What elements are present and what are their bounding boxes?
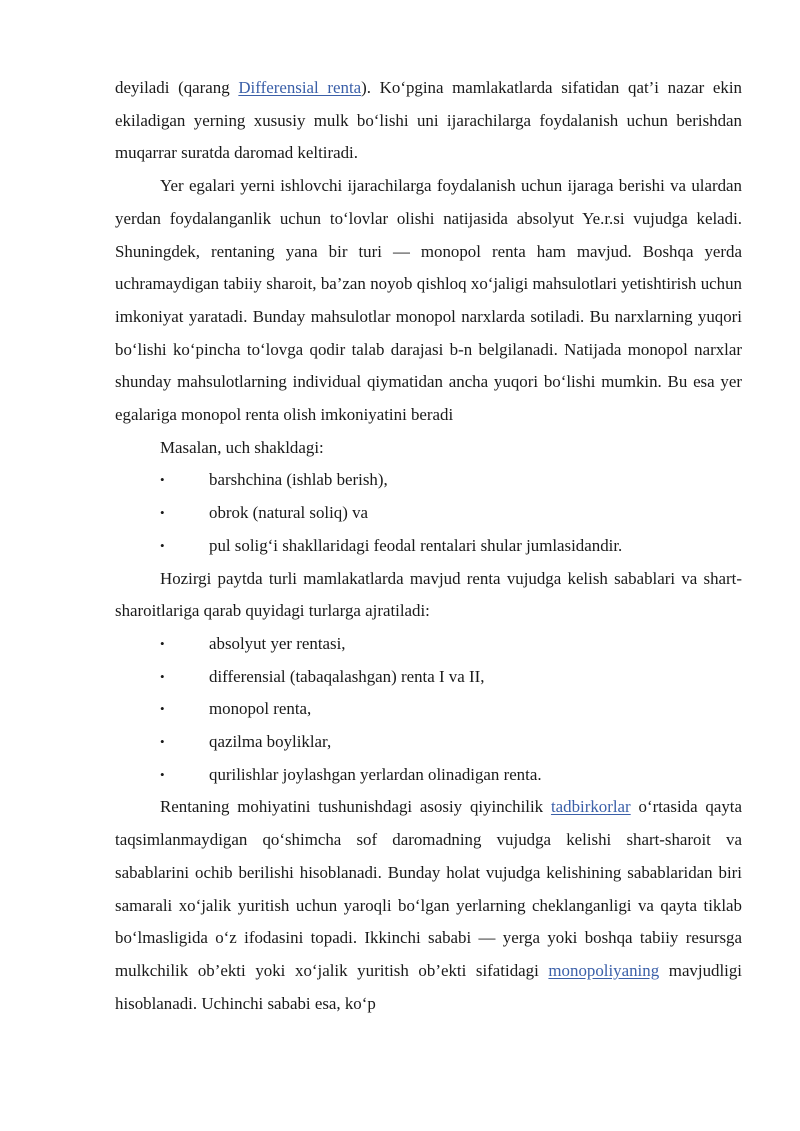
list-item	[115, 726, 742, 759]
list-item-text: pul solig‘i shakllaridagi feodal rentalari shular jumlasidandir.	[209, 535, 623, 555]
paragraph-rent-essence	[115, 791, 742, 1020]
paragraph-intro	[115, 72, 742, 170]
paragraph-forms-intro: Masalan, uch shakldagi:	[160, 437, 324, 457]
link-monopoliyaning[interactable]: monopoliyaning	[548, 960, 660, 980]
bullet-icon: •	[160, 734, 165, 750]
bullet-icon: •	[160, 505, 165, 521]
list-item-text: qazilma boyliklar,	[209, 732, 332, 752]
document-page	[115, 72, 742, 1020]
list-item-text: absolyut yer rentasi,	[209, 633, 346, 653]
bullet-icon: •	[160, 472, 165, 488]
link-differensial-renta[interactable]: Differensial renta	[238, 78, 362, 97]
bullet-icon: •	[160, 668, 165, 684]
paragraph-essence-middle: o‘rtasida qayta taqsimlanmaydigan qo‘shimcha sof daromadning vujudga kelishi shart-sharoit va sabablarini ochib berilishi hisoblanadi. Bunday holat vujudga kelishining sabablaridan biri samarali xo‘jalik yuritish uchun yaroqli bo‘lgan yerlarning cheklanganligi va qayta tiklab bo‘lmasligida o‘z ifodasini topadi. Ikkinchi sababi — yerga yoki boshqa tabiiy resursga mulkchilik ob’ekti yoki xo‘jalik yuritish ob’ekti sifatidagi	[115, 797, 742, 980]
list-item	[115, 530, 742, 563]
paragraph-essence-before: Rentaning mohiyatini tushunishdagi asosiy qiyinchilik	[160, 797, 551, 817]
paragraph-intro-after: ). Ko‘pgina mamlakatlarda sifatidan qat’i nazar ekin ekiladigan yerning xususiy mulk bo‘lishi uni ijarachilarga foydalanish uchun berishdan muqarrar suratda daromad keltiradi.	[115, 78, 742, 163]
feudal-rent-list	[115, 464, 742, 562]
paragraph-rent-types-intro: Hozirgi paytda turli mamlakatlarda mavjud renta vujudga kelish sabablari va shart-sharoitlariga qarab quyidagi turlarga ajratiladi:	[115, 568, 742, 621]
bullet-icon: •	[160, 537, 165, 553]
list-item	[115, 464, 742, 497]
bullet-icon: •	[160, 701, 165, 717]
list-item	[115, 693, 742, 726]
list-item	[115, 628, 742, 661]
list-item-text: barshchina (ishlab berish),	[209, 470, 388, 490]
list-item	[115, 759, 742, 792]
list-item-text: qurilishlar joylashgan yerlardan olinadigan renta.	[209, 764, 542, 784]
list-item-text: obrok (natural soliq) va	[209, 503, 369, 523]
paragraph-absolute-rent: Yer egalari yerni ishlovchi ijarachilarga foydalanish uchun ijaraga berishi va ulardan yerdan foydalanganlik uchun to‘lovlar olishi natijasida absolyut Ye.r.si vujudga keladi. Shuningdek, rentaning yana bir turi — monopol renta ham mavjud. Boshqa yerda uchramaydigan tabiiy sharoit, ba’zan noyob qishloq xo‘jaligi mahsulotlari yetishtirish uchun imkoniyat yaratadi. Bunday mahsulotlar monopol narxlarda sotiladi. Bu narxlarning yuqori bo‘lishi ko‘pincha to‘lovga qodir talab darajasi b-n belgilanadi. Natijada monopol narxlar shunday mahsulotlarning individual qiymatidan ancha yuqori bo‘lishi mumkin. Bu esa yer egalariga monopol renta olish imkoniyatini beradi	[115, 176, 742, 425]
bullet-icon: •	[160, 635, 165, 651]
list-item	[115, 497, 742, 530]
list-item-text: monopol renta,	[209, 699, 312, 719]
paragraph-essence-after: mavjudligi hisoblanadi. Uchinchi sababi esa, ko‘p	[115, 960, 742, 1013]
rent-types-list	[115, 628, 742, 792]
paragraph-intro-before: deyiladi (qarang	[115, 78, 239, 97]
bullet-icon: •	[160, 766, 165, 782]
link-tadbirkorlar[interactable]: tadbirkorlar	[550, 797, 631, 817]
list-item	[115, 661, 742, 694]
list-item-text: differensial (tabaqalashgan) renta I va II,	[209, 666, 485, 686]
